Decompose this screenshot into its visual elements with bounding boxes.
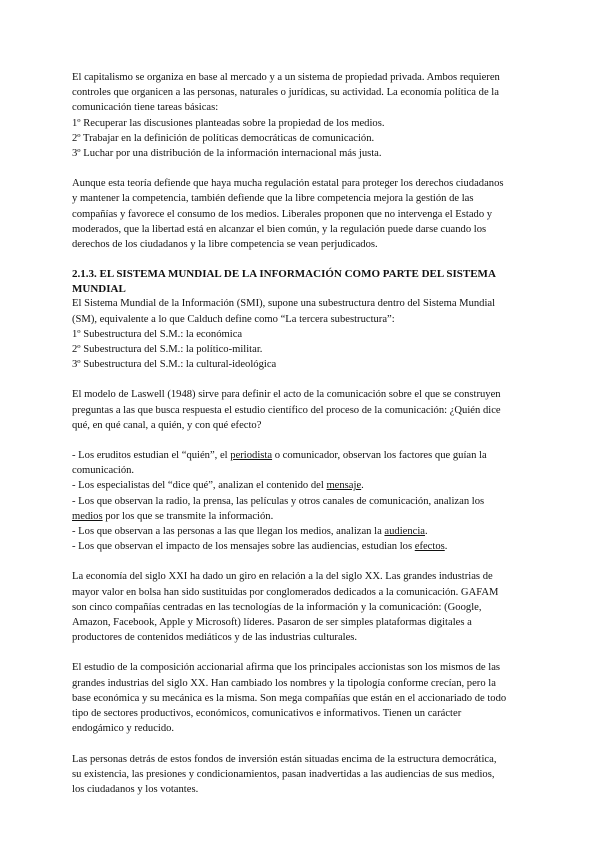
list-item: 3º Luchar por una distribución de la información internacional más justa. xyxy=(72,148,382,160)
link-audiencia[interactable]: audiencia xyxy=(384,526,426,538)
bullet-item xyxy=(72,478,528,493)
text-line: base económica y su mecánica es la misma. Son mega compañías que están en el accionariado de todo xyxy=(72,692,507,704)
paragraph-shareholders xyxy=(72,660,528,736)
text-line: su existencia, las presiones y condicionamientos, pasan inadvertidas a las audiencias de sus medios, xyxy=(72,768,495,780)
paragraph-funds xyxy=(72,752,528,798)
bullet-text: . xyxy=(361,480,364,492)
bullet-text: por los que se transmite la información. xyxy=(102,510,274,522)
bullet-item xyxy=(72,448,528,463)
text-line: tipo de sectores productivos, económicos, comunicativos e informativos. Tienen un carácter xyxy=(72,708,462,720)
text-line: Amazon, Facebook, Apple y Microsoft) líderes. Pasaron de ser simples plataformas digitales a xyxy=(72,617,472,629)
text-line: y mantener la competencia, también defiende que la libre competencia mejora la gestión de las xyxy=(72,193,474,205)
text-line: moderados, que la libertad está en alcanzar el bien común, y la regulación puede darse cuando los xyxy=(72,223,487,235)
section-smi xyxy=(72,267,528,372)
section-heading: 2.1.3. EL SISTEMA MUNDIAL DE LA INFORMACIÓN COMO PARTE DEL SISTEMA xyxy=(72,268,496,281)
list-item: 1º Recuperar las discusiones planteadas sobre la propiedad de los medios. xyxy=(72,117,385,129)
text-line: derechos de los ciudadanos y la libre competencia se vean perjudicados. xyxy=(72,239,378,251)
bullet-text: - Los eruditos estudian el “quién”, el xyxy=(72,450,231,462)
bullet-text: - Los que observan a las personas a las que llegan los medios, analizan la xyxy=(72,526,385,538)
link-periodista[interactable]: periodista xyxy=(230,450,273,462)
text-line: El estudio de la composición accionarial afirma que los principales accionistas son los mismos de las xyxy=(72,662,501,674)
bullet-item xyxy=(72,539,528,554)
bullet-text: . xyxy=(444,541,448,553)
text-line: Aunque esta teoría defiende que haya mucha regulación estatal para proteger los derechos ciudadanos xyxy=(72,178,504,190)
section-heading: MUNDIAL xyxy=(72,282,126,295)
link-mensaje[interactable]: mensaje xyxy=(326,480,362,492)
text-line: El modelo de Laswell (1948) sirve para definir el acto de la comunicación sobre el que se construyen xyxy=(72,389,501,401)
text-line: La economía del siglo XXI ha dado un giro en relación a la del siglo XX. Las grandes industrias de xyxy=(72,571,493,583)
text-line: El capitalismo se organiza en base al mercado y a un sistema de propiedad privada. Ambos requieren xyxy=(72,72,500,83)
text-line: son cinco compañías centradas en las tecnologías de la información y la comunicación: (Google, xyxy=(72,601,482,613)
list-item: 2º Trabajar en la definición de políticas democráticas de comunicación. xyxy=(72,132,375,144)
list-item: 3º Subestructura del S.M.: la cultural-ideológica xyxy=(72,359,277,371)
text-line: compañías y favorece el consumo de los medios. Liberales proponen que no intervenga el Estado y xyxy=(72,208,493,220)
bullet-text: . xyxy=(425,526,428,538)
text-line: qué, en qué canal, a quién, y con qué efecto? xyxy=(72,419,262,431)
text-line: productores de contenidos mediáticos y de las industrias culturales. xyxy=(72,632,358,644)
bullet-text: - Los especialistas del “dice qué”, analizan el contenido del xyxy=(72,480,327,492)
bullet-text: - Los que observan el impacto de los mensajes sobre las audiencias, estudian los xyxy=(72,541,415,553)
bullet-text: o comunicador, observan los factores que guían la xyxy=(272,450,487,462)
text-line: Las personas detrás de estos fondos de inversión están situadas encima de la estructura democrática, xyxy=(72,753,497,765)
bullet-item: comunicación. xyxy=(72,465,135,477)
text-line: (SM), equivalente a lo que Calduch define como “La tercera subestructura”: xyxy=(72,313,395,325)
paragraph-regulation xyxy=(72,176,528,252)
paragraph-laswell xyxy=(72,387,528,433)
text-line: preguntas a las que busca respuesta el estudio científico del proceso de la comunicación: ¿Quién dice xyxy=(72,404,501,416)
bullet-item xyxy=(72,524,528,539)
text-line: mayor valor en bolsa han sido sustituidas por conglomerados dedicados a la comunicación. GAFAM xyxy=(72,586,499,598)
text-line: comunicación tiene tareas básicas: xyxy=(72,102,219,114)
link-medios[interactable]: medios xyxy=(72,510,103,522)
list-item: 1º Subestructura del S.M.: la económica xyxy=(72,328,243,340)
bullet-item: - Los que observan la radio, la prensa, las películas y otros canales de comunicación, analizan los xyxy=(72,495,485,507)
list-item: 2º Subestructura del S.M.: la político-militar. xyxy=(72,344,263,356)
text-line: endogámico y reducido. xyxy=(72,723,175,735)
text-line: grandes industrias del siglo XX. Han cambiado los nombres y la tipología conforme crecían, pero la xyxy=(72,677,496,689)
paragraph-gafam xyxy=(72,569,528,645)
laswell-bullets xyxy=(72,448,528,554)
bullet-item xyxy=(72,509,528,524)
paragraph-capitalism xyxy=(72,70,528,161)
link-efectos[interactable]: efectos xyxy=(414,541,445,553)
text-line: los ciudadanos y los votantes. xyxy=(72,783,199,795)
text-line: controles que organicen a las personas, naturales o jurídicas, su actividad. La economía política de la xyxy=(72,87,499,99)
text-line: El Sistema Mundial de la Información (SMI), supone una subestructura dentro del Sistema Mundial xyxy=(72,298,496,310)
